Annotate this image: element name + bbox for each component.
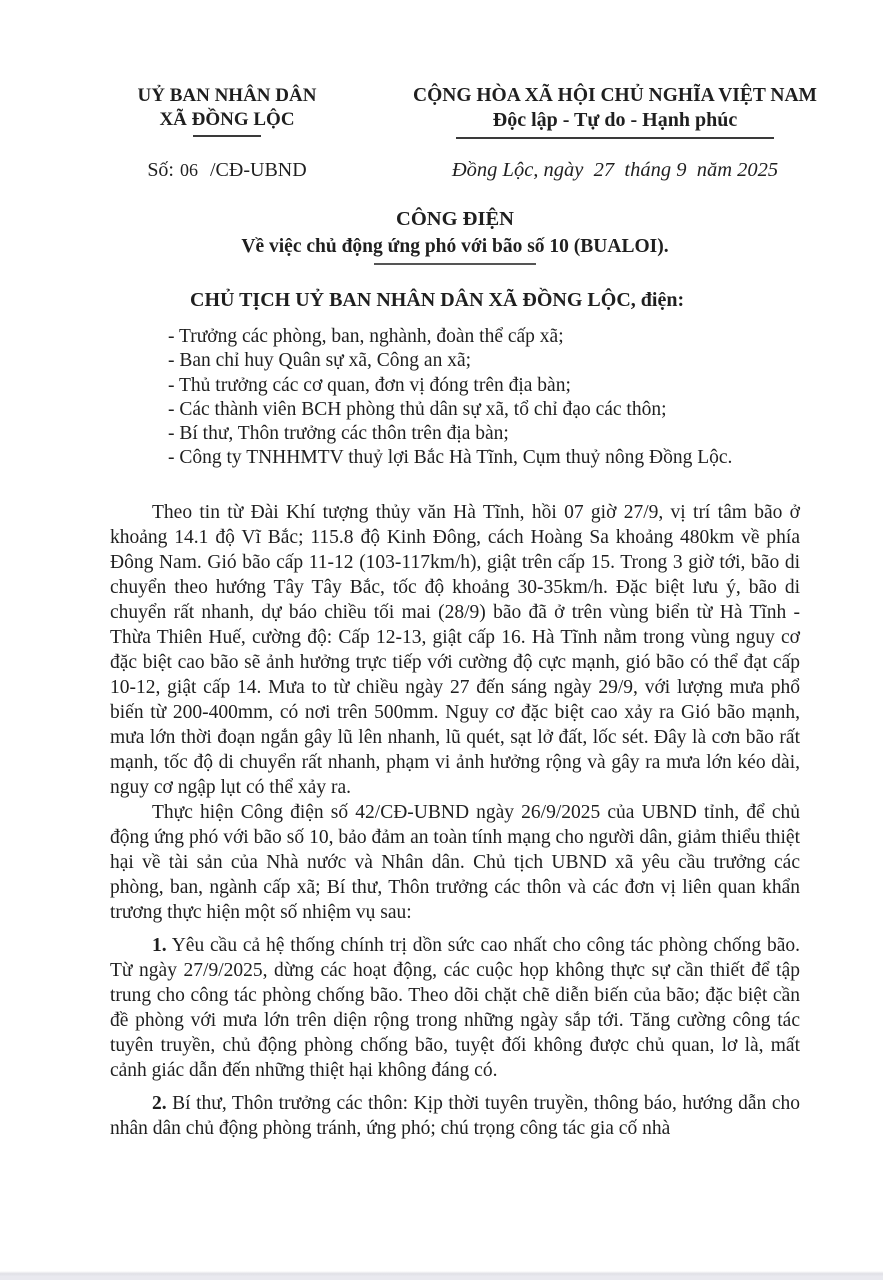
document-number-value: 06 — [180, 160, 198, 180]
document-body — [110, 500, 800, 1141]
recipient-line: - Bí thư, Thôn trưởng các thôn trên địa bàn; — [168, 423, 509, 445]
document-number-suffix: /CĐ-UBND — [210, 159, 307, 181]
numbered-item-1 — [110, 933, 800, 1083]
numbered-item-2 — [110, 1091, 800, 1141]
salutation-line: CHỦ TỊCH UỶ BAN NHÂN DÂN XÃ ĐỒNG LỘC, điện: — [190, 289, 685, 311]
national-motto: Độc lập - Tự do - Hạnh phúc — [492, 109, 738, 131]
recipient-line: - Trưởng các phòng, ban, nghành, đoàn thể cấp xã; — [168, 326, 564, 347]
recipient-list — [168, 325, 828, 471]
body-paragraph-directive-basis: Thực hiện Công điện số 42/CĐ-UBND ngày 26/9/2025 của UBND tỉnh, để chủ động ứng phó với bão số 10, bảo đảm an toàn tính mạng cho người dân, giảm thiểu thiệt hại về tài sản của Nhà nước và Nhân dân. Chủ tịch UBND xã yêu cầu trưởng các phòng, ban, ngành cấp xã; Bí thư, Thôn trưởng các thôn và các đơn vị liên quan khẩn trương thực hiện một số nhiệm vụ sau: — [110, 802, 800, 923]
document-number — [62, 159, 392, 182]
place-and-date: Đồng Lộc, ngày 27 tháng 9 năm 2025 — [451, 159, 779, 181]
authority-name-line1: UỶ BAN NHÂN DÂN — [137, 85, 317, 106]
item-2-text: Bí thư, Thôn trưởng các thôn: Kịp thời tuyên truyền, thông báo, hướng dẫn cho nhân dân chủ động phòng tránh, ứng phó; chú trọng công tác gia cố nhà — [110, 1093, 800, 1139]
item-1-number: 1. — [152, 935, 167, 956]
item-1-text: Yêu cầu cả hệ thống chính trị dồn sức cao nhất cho công tác phòng chống bão. Từ ngày 27/9/2025, dừng các hoạt động, các cuộc họp không thực sự cần thiết để tập trung cho công tác phòng chống bão. Theo dõi chặt chẽ diễn biến của bão; đặc biệt cần đề phòng với mưa lớn trên diện rộng trong những ngày sắp tới. Tăng cường công tác tuyên truyền, chủ động phòng chống bão, tuyệt đối không được chủ quan, lơ là, mất cảnh giác dẫn đến những thiệt hại không đáng có. — [110, 935, 800, 1081]
recipient-line: - Công ty TNHHMTV thuỷ lợi Bắc Hà Tĩnh, Cụm thuỷ nông Đồng Lộc. — [168, 447, 733, 469]
item-2-number: 2. — [152, 1093, 167, 1114]
national-header-block — [392, 84, 838, 182]
authority-underline — [193, 135, 261, 137]
document-subject: Về việc chủ động ứng phó với bão số 10 (BUALOI). — [241, 236, 669, 257]
motto-underline — [456, 137, 774, 139]
issuing-authority-block — [62, 84, 392, 182]
subject-underline — [374, 263, 536, 265]
document-type-title: CÔNG ĐIỆN — [396, 208, 514, 230]
recipient-line: - Thủ trưởng các cơ quan, đơn vị đóng trên địa bàn; — [168, 374, 571, 396]
recipient-line: - Ban chỉ huy Quân sự xã, Công an xã; — [168, 350, 472, 372]
recipient-line: - Các thành viên BCH phòng thủ dân sự xã, tổ chỉ đạo các thôn; — [168, 398, 667, 420]
document-number-label: Số: — [147, 159, 174, 181]
authority-name-line2: XÃ ĐỒNG LỘC — [159, 109, 295, 130]
document-header — [0, 84, 883, 182]
scan-edge-bar — [0, 1271, 883, 1280]
body-paragraph-weather-report: Theo tin từ Đài Khí tượng thủy văn Hà Tĩnh, hồi 07 giờ 27/9, vị trí tâm bão ở khoảng 14.1 độ Vĩ Bắc; 115.8 độ Kinh Đông, cách Hoàng Sa khoảng 480km về phía Đông Nam. Gió bão cấp 11-12 (103-117km/h), giật trên cấp 15. Trong 3 giờ tới, bão di chuyển theo hướng Tây Tây Bắc, tốc độ khoảng 30-35km/h. Đặc biệt lưu ý, bão di chuyển rất nhanh, dự báo chiều tối mai (28/9) bão đã ở trên vùng biển từ Hà Tĩnh - Thừa Thiên Huế, cường độ: Cấp 12-13, giật cấp 16. Hà Tĩnh nằm trong vùng nguy cơ đặc biệt cao bão sẽ ảnh hưởng trực tiếp với cường độ cực mạnh, gió bão có thể đạt cấp 10-12, giật cấp 14. Mưa to từ chiều ngày 27 đến sáng ngày 29/9, với lượng mưa phổ biến từ 200-400mm, có nơi trên 500mm. Nguy cơ đặc biệt cao xảy ra Gió bão mạnh, mưa lớn thời đoạn ngắn gây lũ lên nhanh, lũ quét, sạt lở đất, lốc sét. Đây là cơn bão rất mạnh, tốc độ di chuyển rất nhanh, phạm vi ảnh hưởng rộng và gây ra mưa lớn kéo dài, nguy cơ ngập lụt có thể xảy ra. — [110, 502, 800, 798]
national-title: CỘNG HÒA XÃ HỘI CHỦ NGHĨA VIỆT NAM — [413, 85, 817, 106]
document-title-block — [110, 206, 800, 265]
